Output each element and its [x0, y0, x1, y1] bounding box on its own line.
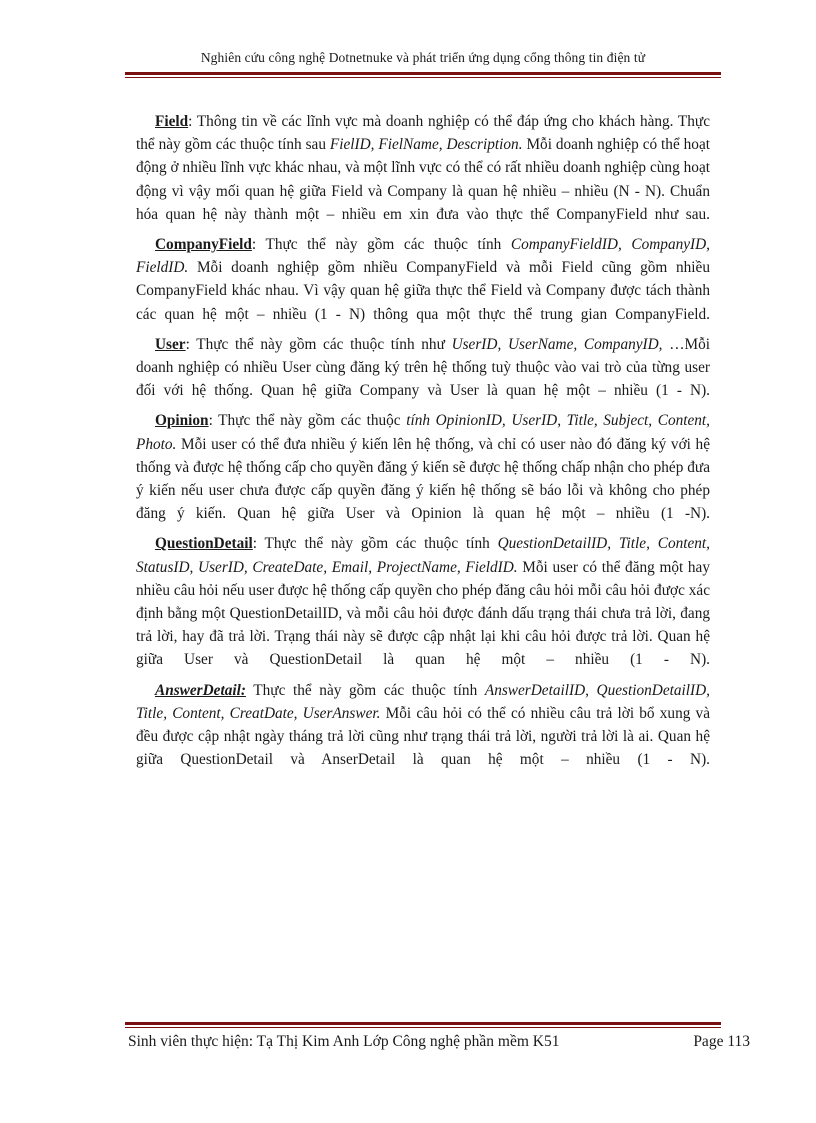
attribute-list: UserID, UserName, CompanyID,: [451, 335, 663, 353]
page-number: Page 113: [693, 1033, 750, 1050]
term-opinion: Opinion: [155, 412, 209, 430]
text-segment: Thực thể này gồm các thuộc tính: [245, 681, 485, 699]
paragraph-answerdetail: [136, 679, 710, 772]
document-body: [136, 110, 710, 778]
footer-rule-thick: [125, 1022, 721, 1025]
paragraph-field: [136, 110, 710, 226]
paragraph-user: [136, 333, 710, 403]
term-questiondetail: QuestionDetail: [155, 535, 253, 553]
text-segment: : Thực thể này gồm các thuộc tính: [251, 236, 511, 254]
text-segment: : Thực thể này gồm các thuộc tính: [252, 535, 498, 553]
paragraph-companyfield: [136, 233, 710, 326]
text-segment: …Mỗi doanh nghiệp có nhiều User cùng đăng ký trên hệ thống tuỳ thuộc vào vai trò của từng user đối với hệ thống. Quan hệ giữa Company và User là quan hệ một – nhiều (1 - N).: [136, 335, 711, 400]
attribute-list: AnswerDetailID, QuestionDetailID, Title, Content, CreatDate, UserAnswer.: [136, 681, 710, 722]
text-segment: Mỗi user có thể đăng một hay nhiều câu hỏi nếu user được hệ thống cấp quyền cho phép đăng câu hỏi mỗi câu hỏi được xác định bằng một QuestionDetailID, và mỗi câu hỏi được đánh dấu trạng thái chưa trả lời, đang trả lời, hay đã trả lời. Trạng thái này sẽ được cập nhật lại khi câu hỏi được trả lời. Quan hệ giữa User và QuestionDetail là quan hệ một – nhiều (1 - N).: [136, 558, 710, 669]
paragraph-opinion: [136, 409, 710, 525]
footer-author: Sinh viên thực hiện: Tạ Thị Kim Anh Lớp Công nghệ phần mềm K51: [128, 1033, 560, 1050]
text-segment: : Thực thể này gồm các thuộc: [208, 412, 407, 430]
attribute-list: FielID, FielName, Description.: [329, 136, 523, 154]
term-answerdetail: AnswerDetail:: [155, 681, 246, 699]
attribute-list: QuestionDetailID, Title, Content, StatusID, UserID, CreateDate, Email, ProjectName, FieldID.: [136, 535, 711, 576]
term-field: Field: [155, 113, 189, 130]
page-header: Nghiên cứu công nghệ Dotnetnuke và phát triển ứng dụng cổng thông tin điện tử: [200, 50, 646, 65]
text-segment: : Thông tin về các lĩnh vực mà doanh nghiệp có thể đáp ứng cho khách hàng. Thực thể này gồm các thuộc tính sau: [136, 113, 710, 154]
term-user: User: [155, 335, 186, 353]
header-rule-thin: [125, 77, 721, 78]
page-footer: [128, 1033, 750, 1051]
text-segment: : Thực thể này gồm các thuộc tính như: [185, 335, 452, 353]
attribute-list: CompanyFieldID, CompanyID, FieldID.: [136, 236, 710, 277]
text-segment: Mỗi user có thể đưa nhiều ý kiến lên hệ thống, và chỉ có user nào đó đăng ký với hệ thống và được hệ thống cấp cho quyền đăng ý kiến sẽ được hệ thống chấp nhận cho phép đưa ý kiến nếu user chưa được cấp quyền đăng ý kiến hệ thống sẽ báo lỗi và không cho phép đăng ý kiến. Quan hệ giữa User và Opinion là quan hệ một – nhiều (1 -N).: [136, 435, 710, 523]
attribute-list: tính OpinionID, UserID, Title, Subject, Content, Photo.: [136, 412, 711, 453]
paragraph-questiondetail: [136, 532, 710, 671]
text-segment: Mỗi doanh nghiệp có thể hoạt động ở nhiều lĩnh vực khác nhau, và một lĩnh vực có thể có rất nhiều doanh nghiệp cùng hoạt động vì vậy mối quan hệ giữa Field và Company là quan hệ nhiều – nhiều (N - N). Chuẩn hóa quan hệ này thành một – nhiều em xin đưa vào thực thể CompanyField như sau.: [136, 136, 710, 223]
term-companyfield: CompanyField: [155, 236, 252, 254]
text-segment: Mỗi doanh nghiệp gồm nhiều CompanyField và mỗi Field cũng gồm nhiều CompanyField khác nhau. Vì vậy quan hệ giữa thực thể Field và Company được tách thành các quan hệ một – nhiều (1 - N) thông qua một thực thể trung gian CompanyField.: [136, 259, 710, 323]
header-rule-thick: [125, 72, 721, 75]
text-segment: Mỗi câu hỏi có thể có nhiều câu trả lời bổ xung và đều được cập nhật ngày tháng trả lời cũng như trạng thái trả lời, người trả lời là ai. Quan hệ giữa QuestionDetail và AnserDetail là quan hệ một – nhiều (1 - N).: [136, 704, 710, 769]
footer-rule-thin: [125, 1027, 721, 1028]
